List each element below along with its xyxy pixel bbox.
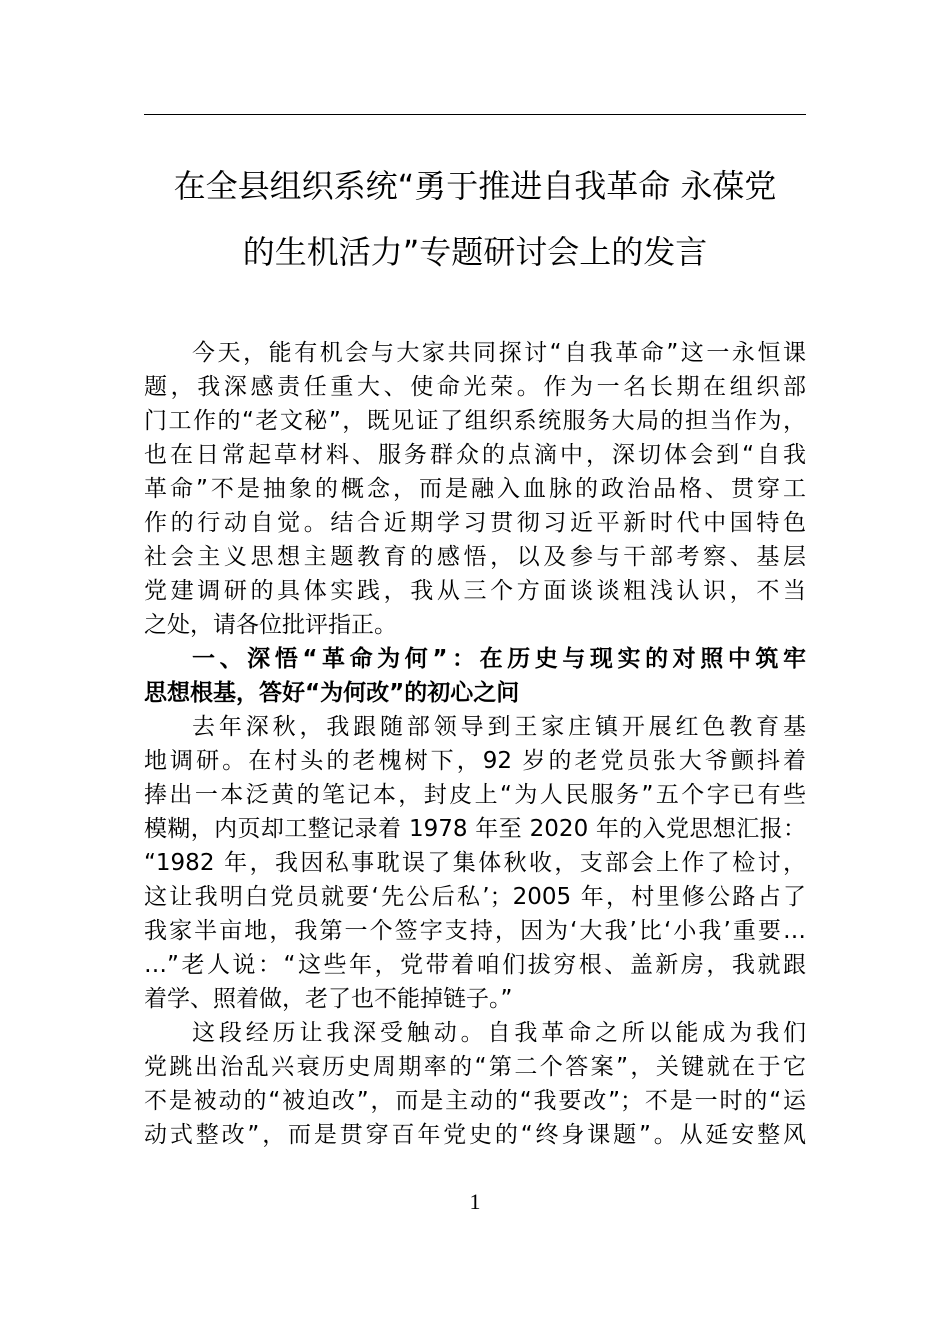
text-line: 也在日常起草材料、服务群众的点滴中，深切体会到“自我 [144,442,806,468]
paragraph-reflection [144,1016,806,1152]
text-line: 去年深秋，我跟随部领导到王家庄镇开展红色教育基 [192,714,806,740]
text-line: 党建调研的具体实践，我从三个方面谈谈粗浅认识，不当 [144,578,806,604]
text-line: 今天，能有机会与大家共同探讨“自我革命”这一永恒课 [192,340,806,366]
text-line: 作的行动自觉。结合近期学习贯彻习近平新时代中国特色 [144,510,806,536]
text-line: 党跳出治乱兴衰历史周期率的“第二个答案”，关键就在于它 [144,1054,806,1080]
document-body [144,336,806,1152]
title-line: 在全县组织系统“勇于推进自我革命 永葆党 [173,167,777,205]
text-line: 模糊，内页却工整记录着 1978 年至 2020 年的入党思想汇报： [144,816,806,842]
text-line: 着学、照着做，老了也不能掉链子。” [144,986,513,1012]
text-line: “1982 年，我因私事耽误了集体秋收，支部会上作了检讨， [144,850,806,876]
text-line: 捧出一本泛黄的笔记本，封皮上“为人民服务”五个字已有些 [144,782,806,808]
paragraph-intro [144,336,806,642]
text-line: 革命”不是抽象的概念，而是融入血脉的政治品格、贯穿工 [144,476,806,502]
text-line: 门工作的“老文秘”，既见证了组织系统服务大局的担当作为， [144,408,806,434]
paragraph-story [144,710,806,1016]
text-line: …”老人说：“这些年，党带着咱们拔穷根、盖新房，我就跟 [144,952,806,978]
text-line: 动式整改”，而是贯穿百年党史的“终身课题”。从延安整风 [144,1122,806,1148]
header-rule [144,114,806,115]
text-line: 这让我明白党员就要‘先公后私’；2005 年，村里修公路占了 [144,884,806,910]
text-line: 之处，请各位批评指正。 [144,612,397,638]
section-heading-1 [144,642,806,710]
text-line: 我家半亩地，我第一个签字支持，因为‘大我’比‘小我’重要… [144,918,806,944]
text-line: 地调研。在村头的老槐树下，92 岁的老党员张大爷颤抖着 [144,748,806,774]
document-title [144,168,806,300]
heading-line: 一、深悟“革命为何”：在历史与现实的对照中筑牢 [192,646,806,672]
text-line: 不是被动的“被迫改”，而是主动的“我要改”；不是一时的“运 [144,1088,806,1114]
page-number: 1 [469,1189,481,1214]
title-line: 的生机活力”专题研讨会上的发言 [242,233,708,271]
text-line: 这段经历让我深受触动。自我革命之所以能成为我们 [192,1020,806,1046]
text-line: 社会主义思想主题教育的感悟，以及参与干部考察、基层 [144,544,806,570]
heading-line: 思想根基，答好“为何改”的初心之问 [144,680,520,706]
text-line: 题，我深感责任重大、使命光荣。作为一名长期在组织部 [144,374,806,400]
